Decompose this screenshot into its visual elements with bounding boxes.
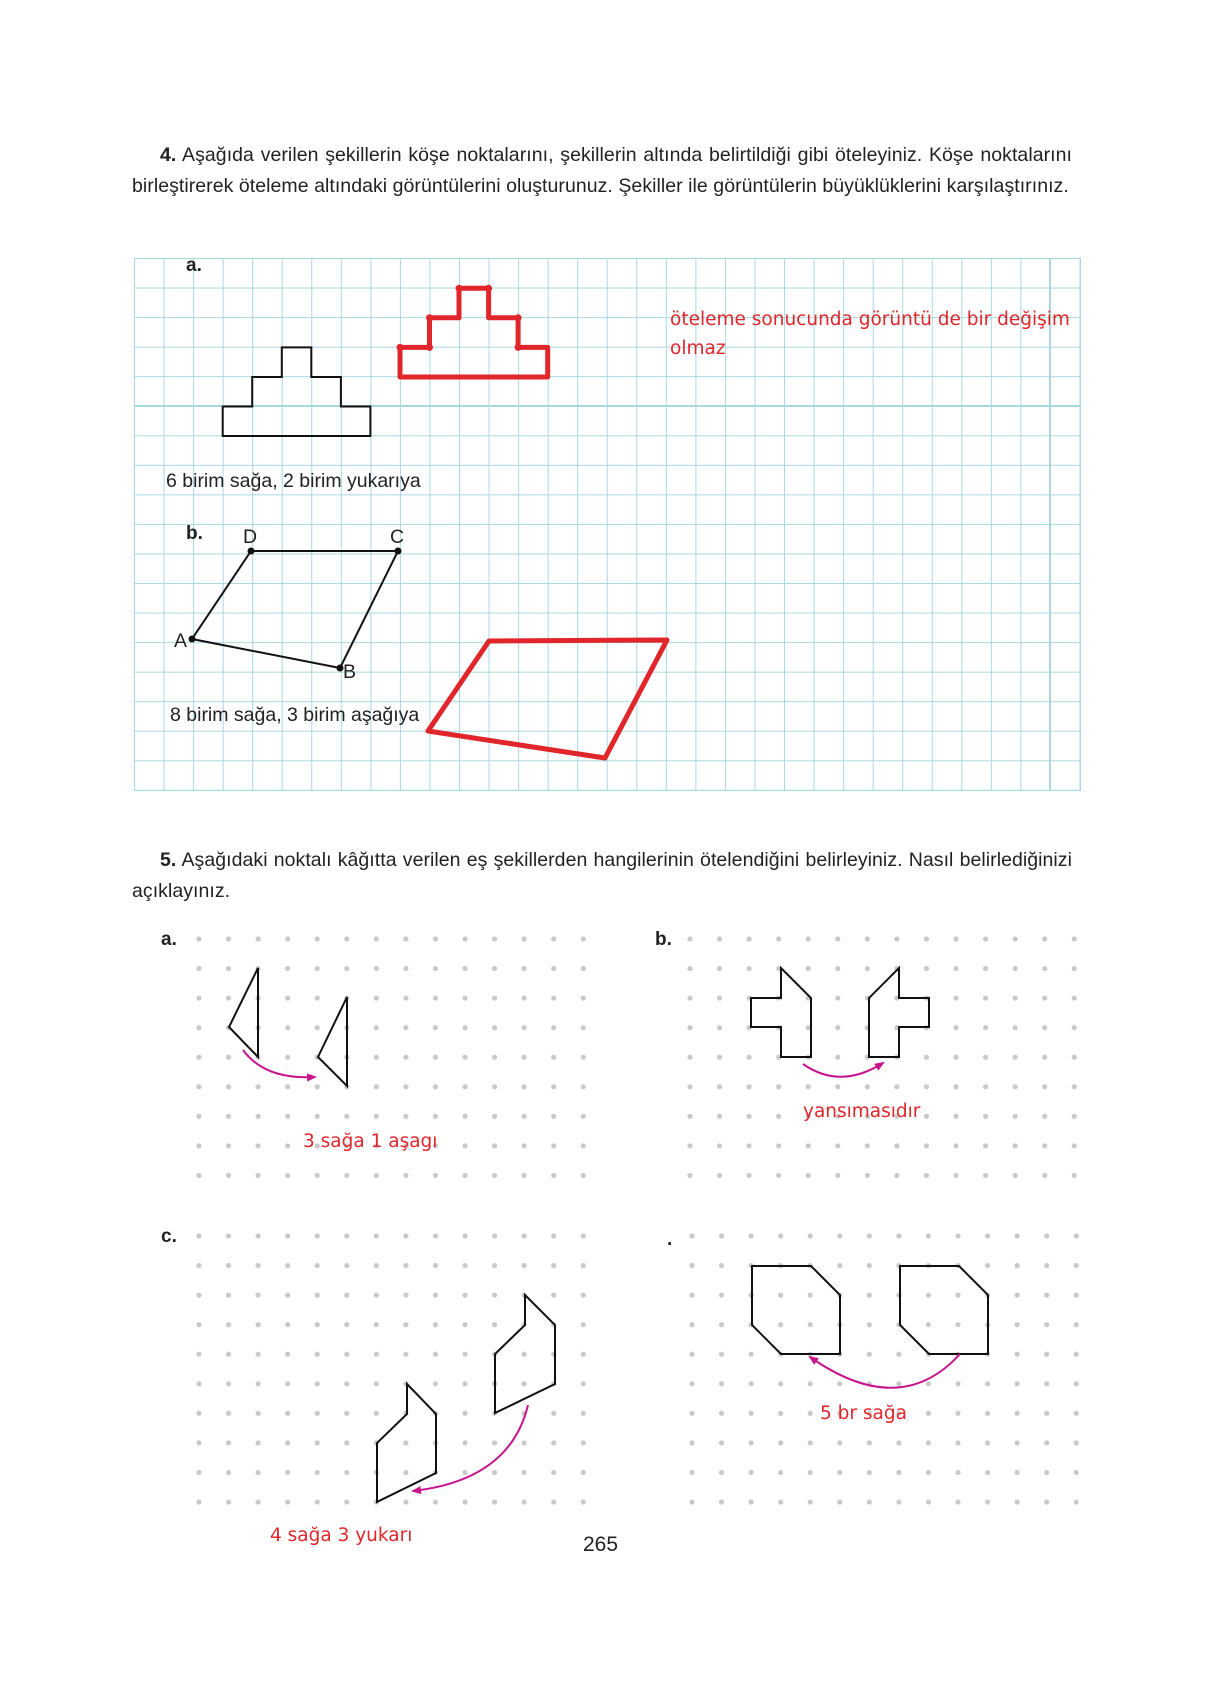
q5-part-c-label: c.	[161, 1226, 177, 1247]
question-5-body: Aşağıdaki noktalı kâğıtta verilen eş şekillerden hangilerinin ötelendiğini belirleyiniz. Nasıl belirlediğinizi açıklayınız.	[132, 849, 1072, 902]
part-a-instruction: 6 birim sağa, 2 birim yukarıya	[166, 470, 421, 492]
answer-note-line-2: olmaz	[670, 338, 726, 359]
question-4-number: 4.	[160, 144, 177, 166]
q5-answer-a: 3 sağa 1 aşagı	[303, 1131, 438, 1152]
q5-part-b-label: b.	[655, 929, 672, 950]
vertex-label-d: D	[243, 526, 258, 548]
dot-panel-c	[184, 1221, 598, 1517]
question-5-number: 5.	[160, 849, 177, 871]
vertex-label-b: B	[343, 661, 357, 683]
q5-part-a-label: a.	[161, 929, 177, 950]
vertex-label-c: C	[390, 526, 405, 548]
page-number: 265	[583, 1533, 619, 1556]
question-4-body: Aşağıda verilen şekillerin köşe noktalarını, şekillerin altında belirtildiği gibi öteleyiniz. Köşe noktalarını birleştirerek öteleme altındaki görüntülerini oluşturunuz. Şekiller ile görüntülerin büyüklüklerini karşılaştırınız.	[132, 144, 1072, 197]
part-b-label: b.	[186, 523, 203, 544]
vertex-label-a: A	[174, 630, 188, 652]
q5-answer-c: 4 sağa 3 yukarı	[270, 1525, 413, 1546]
answer-note-line-1: öteleme sonucunda görüntü de bir değişim	[670, 309, 1070, 330]
q5-answer-d: 5 br sağa	[820, 1403, 907, 1424]
part-a-label: a.	[186, 255, 202, 276]
dot-panel-d	[677, 1221, 1091, 1517]
q5-part-d-label: .	[667, 1229, 673, 1250]
q5-answer-b: yansımasıdır	[803, 1101, 921, 1122]
part-b-instruction: 8 birim sağa, 3 birim aşağıya	[170, 704, 420, 726]
